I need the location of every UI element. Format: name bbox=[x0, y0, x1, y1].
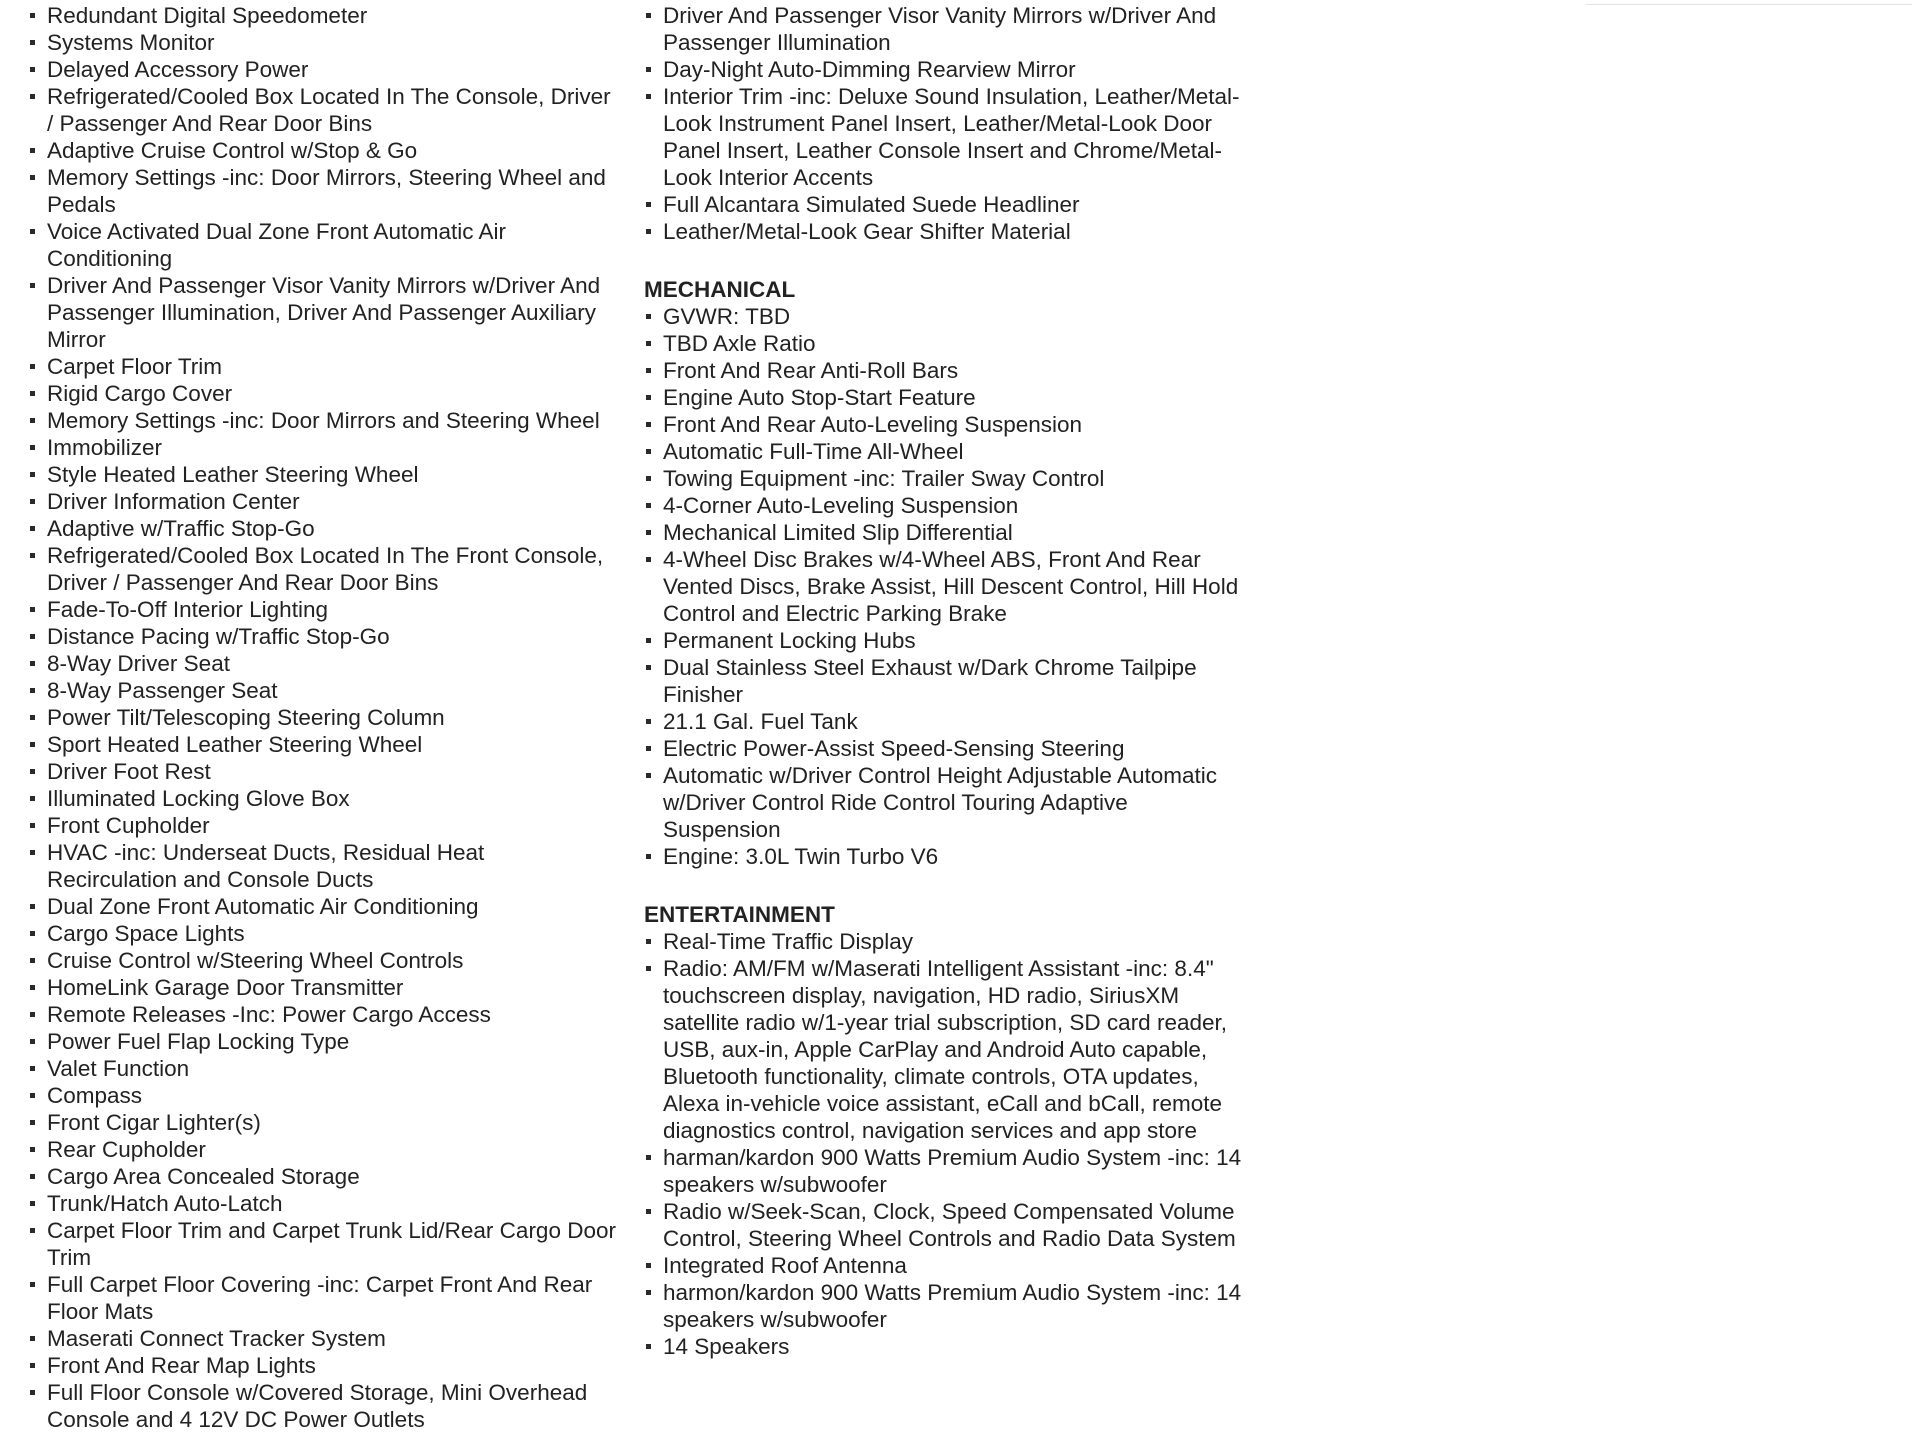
bullet-icon bbox=[30, 1093, 35, 1098]
list-item bbox=[644, 546, 1244, 627]
bullet-icon bbox=[646, 854, 651, 859]
list-item-text: Driver Information Center bbox=[47, 489, 300, 514]
list-item-text: Illuminated Locking Glove Box bbox=[47, 786, 350, 811]
bullet-icon bbox=[646, 67, 651, 72]
list-item bbox=[644, 384, 1244, 411]
bullet-icon bbox=[30, 472, 35, 477]
list-item bbox=[28, 623, 618, 650]
list-item bbox=[644, 519, 1244, 546]
list-item bbox=[28, 650, 618, 677]
list-item-text: harman/kardon 900 Watts Premium Audio System -inc: 14 speakers w/subwoofer bbox=[663, 1145, 1242, 1197]
bullet-icon bbox=[646, 746, 651, 751]
bullet-icon bbox=[30, 1147, 35, 1152]
list-item bbox=[644, 2, 1244, 56]
feature-list bbox=[28, 2, 618, 1433]
list-item-text: Driver And Passenger Visor Vanity Mirrors w/Driver And Passenger Illumination bbox=[663, 3, 1217, 55]
list-item bbox=[28, 56, 618, 83]
list-item-text: Driver Foot Rest bbox=[47, 759, 211, 784]
list-item bbox=[28, 272, 618, 353]
bullet-icon bbox=[646, 368, 651, 373]
list-item bbox=[644, 411, 1244, 438]
list-item-text: 21.1 Gal. Fuel Tank bbox=[663, 709, 858, 734]
list-item-text: Adaptive Cruise Control w/Stop & Go bbox=[47, 138, 418, 163]
list-item-text: Power Tilt/Telescoping Steering Column bbox=[47, 705, 445, 730]
bullet-icon bbox=[30, 1174, 35, 1179]
list-item-text: Driver And Passenger Visor Vanity Mirrors w/Driver And Passenger Illumination, Driver And Passenger Auxiliary Mirror bbox=[47, 273, 601, 352]
bullet-icon bbox=[30, 499, 35, 504]
section-heading: MECHANICAL bbox=[644, 277, 796, 302]
bullet-icon bbox=[30, 553, 35, 558]
list-item bbox=[28, 731, 618, 758]
bullet-icon bbox=[646, 13, 651, 18]
list-item bbox=[28, 380, 618, 407]
list-item bbox=[28, 1082, 618, 1109]
list-item-text: Permanent Locking Hubs bbox=[663, 628, 916, 653]
bullet-icon bbox=[30, 850, 35, 855]
bullet-icon bbox=[30, 688, 35, 693]
list-item-text: Mechanical Limited Slip Differential bbox=[663, 520, 1013, 545]
list-item bbox=[28, 1163, 618, 1190]
list-item bbox=[644, 843, 1244, 870]
bullet-icon bbox=[646, 314, 651, 319]
list-item-text: 14 Speakers bbox=[663, 1334, 790, 1359]
list-item bbox=[644, 1252, 1244, 1279]
list-item-text: Valet Function bbox=[47, 1056, 190, 1081]
list-item bbox=[28, 758, 618, 785]
list-item-text: Cargo Area Concealed Storage bbox=[47, 1164, 360, 1189]
list-item-text: Radio w/Seek-Scan, Clock, Speed Compensated Volume Control, Steering Wheel Controls and Radio Data System bbox=[663, 1199, 1236, 1251]
list-item bbox=[644, 654, 1244, 708]
list-item-text: Front Cupholder bbox=[47, 813, 210, 838]
bullet-icon bbox=[30, 391, 35, 396]
list-item-text: HomeLink Garage Door Transmitter bbox=[47, 975, 404, 1000]
bullet-icon bbox=[646, 530, 651, 535]
list-item-text: Integrated Roof Antenna bbox=[663, 1253, 907, 1278]
bullet-icon bbox=[30, 364, 35, 369]
list-item bbox=[28, 2, 618, 29]
list-item-text: Redundant Digital Speedometer bbox=[47, 3, 368, 28]
list-item-text: Engine Auto Stop-Start Feature bbox=[663, 385, 976, 410]
list-item bbox=[28, 920, 618, 947]
list-item-text: Front And Rear Map Lights bbox=[47, 1353, 316, 1378]
list-item bbox=[28, 1379, 618, 1433]
list-item-text: Towing Equipment -inc: Trailer Sway Control bbox=[663, 466, 1105, 491]
list-item bbox=[28, 83, 618, 137]
bullet-icon bbox=[30, 526, 35, 531]
bullet-icon bbox=[646, 422, 651, 427]
list-item-text: Electric Power-Assist Speed-Sensing Steering bbox=[663, 736, 1125, 761]
list-item-text: Trunk/Hatch Auto-Latch bbox=[47, 1191, 283, 1216]
list-item bbox=[644, 627, 1244, 654]
list-item-text: Refrigerated/Cooled Box Located In The Front Console, Driver / Passenger And Rear Door Bins bbox=[47, 543, 604, 595]
feature-list bbox=[644, 928, 1244, 1360]
entertainment-section bbox=[644, 901, 1244, 1360]
bullet-icon bbox=[30, 769, 35, 774]
list-item bbox=[644, 708, 1244, 735]
left-feature-column bbox=[28, 2, 618, 1433]
list-item-text: Compass bbox=[47, 1083, 143, 1108]
mechanical-section bbox=[644, 276, 1244, 870]
list-item-text: Carpet Floor Trim and Carpet Trunk Lid/Rear Cargo Door Trim bbox=[47, 1218, 616, 1270]
list-item-text: Front Cigar Lighter(s) bbox=[47, 1110, 261, 1135]
bullet-icon bbox=[646, 773, 651, 778]
list-item bbox=[28, 1190, 618, 1217]
list-item-text: Immobilizer bbox=[47, 435, 163, 460]
list-item-text: Maserati Connect Tracker System bbox=[47, 1326, 386, 1351]
bullet-icon bbox=[30, 1039, 35, 1044]
bullet-icon bbox=[646, 94, 651, 99]
list-item-text: Full Floor Console w/Covered Storage, Mini Overhead Console and 4 12V DC Power Outlets bbox=[47, 1380, 588, 1432]
bullet-icon bbox=[30, 229, 35, 234]
bullet-icon bbox=[30, 1066, 35, 1071]
list-item bbox=[28, 839, 618, 893]
list-item bbox=[644, 1198, 1244, 1252]
list-item-text: Systems Monitor bbox=[47, 30, 215, 55]
list-item bbox=[644, 955, 1244, 1144]
bullet-icon bbox=[30, 661, 35, 666]
bullet-icon bbox=[646, 939, 651, 944]
bullet-icon bbox=[646, 341, 651, 346]
bullet-icon bbox=[646, 638, 651, 643]
bullet-icon bbox=[30, 1012, 35, 1017]
bullet-icon bbox=[30, 13, 35, 18]
list-item bbox=[28, 353, 618, 380]
list-item-text: Radio: AM/FM w/Maserati Intelligent Assistant -inc: 8.4" touchscreen display, navigation, HD radio, SiriusXM satellite radio w/1-year trial subscription, SD card reader, USB, aux-in, Apple CarPlay and Android Auto capable, Bluetooth functionality, climate controls, OTA updates, Alexa in-vehicle voice assistant, eCall and bCall, remote diagnostics control, navigation services and app store bbox=[663, 956, 1227, 1143]
list-item-text: Automatic w/Driver Control Height Adjustable Automatic w/Driver Control Ride Control Touring Adaptive Suspension bbox=[663, 763, 1217, 842]
list-item bbox=[644, 465, 1244, 492]
list-item-text: 4-Corner Auto-Leveling Suspension bbox=[663, 493, 1019, 518]
bullet-icon bbox=[30, 1282, 35, 1287]
list-item bbox=[28, 704, 618, 731]
list-item-text: Sport Heated Leather Steering Wheel bbox=[47, 732, 423, 757]
list-item-text: Refrigerated/Cooled Box Located In The Console, Driver / Passenger And Rear Door Bins bbox=[47, 84, 611, 136]
list-item bbox=[28, 1109, 618, 1136]
list-item-text: HVAC -inc: Underseat Ducts, Residual Heat Recirculation and Console Ducts bbox=[47, 840, 485, 892]
list-item-text: Dual Zone Front Automatic Air Conditioning bbox=[47, 894, 479, 919]
list-item bbox=[28, 893, 618, 920]
list-item bbox=[28, 1028, 618, 1055]
list-item-text: Memory Settings -inc: Door Mirrors and Steering Wheel bbox=[47, 408, 600, 433]
list-item bbox=[644, 762, 1244, 843]
list-item-text: Voice Activated Dual Zone Front Automatic Air Conditioning bbox=[47, 219, 506, 271]
list-item-text: Power Fuel Flap Locking Type bbox=[47, 1029, 350, 1054]
list-item-text: Full Carpet Floor Covering -inc: Carpet Front And Rear Floor Mats bbox=[47, 1272, 593, 1324]
list-item-text: GVWR: TBD bbox=[663, 304, 791, 329]
bullet-icon bbox=[30, 985, 35, 990]
bullet-icon bbox=[646, 503, 651, 508]
bullet-icon bbox=[30, 904, 35, 909]
bullet-icon bbox=[646, 557, 651, 562]
list-item bbox=[28, 1271, 618, 1325]
bullet-icon bbox=[646, 202, 651, 207]
list-item bbox=[28, 947, 618, 974]
bullet-icon bbox=[646, 476, 651, 481]
list-item bbox=[28, 434, 618, 461]
list-item-text: harmon/kardon 900 Watts Premium Audio System -inc: 14 speakers w/subwoofer bbox=[663, 1280, 1242, 1332]
bullet-icon bbox=[30, 445, 35, 450]
list-item bbox=[28, 542, 618, 596]
list-item bbox=[28, 1136, 618, 1163]
list-item-text: Carpet Floor Trim bbox=[47, 354, 223, 379]
list-item bbox=[28, 1217, 618, 1271]
bullet-icon bbox=[30, 715, 35, 720]
list-item bbox=[28, 461, 618, 488]
bullet-icon bbox=[646, 1263, 651, 1268]
bullet-icon bbox=[30, 1363, 35, 1368]
bullet-icon bbox=[30, 1120, 35, 1125]
list-item bbox=[28, 218, 618, 272]
list-item bbox=[28, 1325, 618, 1352]
list-item bbox=[644, 191, 1244, 218]
bullet-icon bbox=[30, 958, 35, 963]
list-item bbox=[28, 488, 618, 515]
bullet-icon bbox=[30, 418, 35, 423]
bullet-icon bbox=[30, 40, 35, 45]
section-heading: ENTERTAINMENT bbox=[644, 902, 835, 927]
list-item bbox=[644, 1333, 1244, 1360]
bullet-icon bbox=[30, 1228, 35, 1233]
bullet-icon bbox=[30, 634, 35, 639]
list-item-text: Dual Stainless Steel Exhaust w/Dark Chrome Tailpipe Finisher bbox=[663, 655, 1197, 707]
list-item-text: Rigid Cargo Cover bbox=[47, 381, 233, 406]
list-item-text: Cargo Space Lights bbox=[47, 921, 245, 946]
list-item bbox=[644, 492, 1244, 519]
bullet-icon bbox=[646, 395, 651, 400]
list-item bbox=[644, 1144, 1244, 1198]
bullet-icon bbox=[30, 67, 35, 72]
list-item-text: Style Heated Leather Steering Wheel bbox=[47, 462, 419, 487]
bullet-icon bbox=[646, 1209, 651, 1214]
list-item-text: TBD Axle Ratio bbox=[663, 331, 816, 356]
list-item bbox=[28, 812, 618, 839]
list-item bbox=[644, 1279, 1244, 1333]
bullet-icon bbox=[646, 1344, 651, 1349]
list-item bbox=[28, 29, 618, 56]
bullet-icon bbox=[30, 1201, 35, 1206]
list-item-text: 8-Way Passenger Seat bbox=[47, 678, 278, 703]
list-item-text: Automatic Full-Time All-Wheel bbox=[663, 439, 964, 464]
list-item bbox=[644, 438, 1244, 465]
bullet-icon bbox=[30, 823, 35, 828]
list-item-text: Real-Time Traffic Display bbox=[663, 929, 914, 954]
bullet-icon bbox=[30, 742, 35, 747]
list-item bbox=[644, 303, 1244, 330]
list-item-text: Fade-To-Off Interior Lighting bbox=[47, 597, 328, 622]
list-item-text: Remote Releases -Inc: Power Cargo Access bbox=[47, 1002, 491, 1027]
list-item bbox=[28, 677, 618, 704]
list-item-text: Full Alcantara Simulated Suede Headliner bbox=[663, 192, 1080, 217]
list-item bbox=[28, 785, 618, 812]
list-item bbox=[644, 56, 1244, 83]
bullet-icon bbox=[646, 229, 651, 234]
list-item bbox=[644, 330, 1244, 357]
list-item-text: Rear Cupholder bbox=[47, 1137, 206, 1162]
list-item bbox=[28, 407, 618, 434]
bullet-icon bbox=[30, 175, 35, 180]
feature-list bbox=[644, 2, 1244, 245]
list-item-text: Front And Rear Auto-Leveling Suspension bbox=[663, 412, 1083, 437]
bullet-icon bbox=[30, 931, 35, 936]
list-item-text: Distance Pacing w/Traffic Stop-Go bbox=[47, 624, 390, 649]
feature-list bbox=[644, 303, 1244, 870]
list-item bbox=[644, 218, 1244, 245]
bullet-icon bbox=[30, 796, 35, 801]
list-item-text: Leather/Metal-Look Gear Shifter Material bbox=[663, 219, 1071, 244]
bullet-icon bbox=[646, 449, 651, 454]
list-item-text: Adaptive w/Traffic Stop-Go bbox=[47, 516, 315, 541]
list-item bbox=[644, 928, 1244, 955]
list-item-text: 8-Way Driver Seat bbox=[47, 651, 230, 676]
list-item bbox=[28, 515, 618, 542]
bullet-icon bbox=[30, 607, 35, 612]
list-item-text: Engine: 3.0L Twin Turbo V6 bbox=[663, 844, 939, 869]
bullet-icon bbox=[646, 1155, 651, 1160]
list-item bbox=[644, 735, 1244, 762]
list-item bbox=[28, 1055, 618, 1082]
list-item bbox=[28, 1001, 618, 1028]
bullet-icon bbox=[30, 148, 35, 153]
list-item bbox=[644, 83, 1244, 191]
bullet-icon bbox=[30, 94, 35, 99]
list-item-text: Interior Trim -inc: Deluxe Sound Insulation, Leather/Metal-Look Instrument Panel Insert, Leather/Metal-Look Door Panel Insert, Leather Console Insert and Chrome/Metal-Look Interior Accents bbox=[663, 84, 1240, 190]
bullet-icon bbox=[30, 283, 35, 288]
list-item bbox=[644, 357, 1244, 384]
list-item-text: Day-Night Auto-Dimming Rearview Mirror bbox=[663, 57, 1076, 82]
list-item bbox=[28, 596, 618, 623]
list-item bbox=[28, 1352, 618, 1379]
list-item-text: Front And Rear Anti-Roll Bars bbox=[663, 358, 959, 383]
list-item-text: Memory Settings -inc: Door Mirrors, Steering Wheel and Pedals bbox=[47, 165, 606, 217]
list-item-text: Cruise Control w/Steering Wheel Controls bbox=[47, 948, 464, 973]
bullet-icon bbox=[646, 1290, 651, 1295]
list-item-text: 4-Wheel Disc Brakes w/4-Wheel ABS, Front And Rear Vented Discs, Brake Assist, Hill Descent Control, Hill Hold Control and Electric Parking Brake bbox=[663, 547, 1239, 626]
list-item bbox=[28, 974, 618, 1001]
right-feature-column bbox=[644, 2, 1244, 1360]
list-item-text: Delayed Accessory Power bbox=[47, 57, 309, 82]
bullet-icon bbox=[30, 1390, 35, 1395]
list-item bbox=[28, 137, 618, 164]
list-item bbox=[28, 164, 618, 218]
bullet-icon bbox=[30, 1336, 35, 1341]
divider bbox=[1586, 4, 1912, 5]
bullet-icon bbox=[646, 966, 651, 971]
bullet-icon bbox=[646, 719, 651, 724]
bullet-icon bbox=[646, 665, 651, 670]
